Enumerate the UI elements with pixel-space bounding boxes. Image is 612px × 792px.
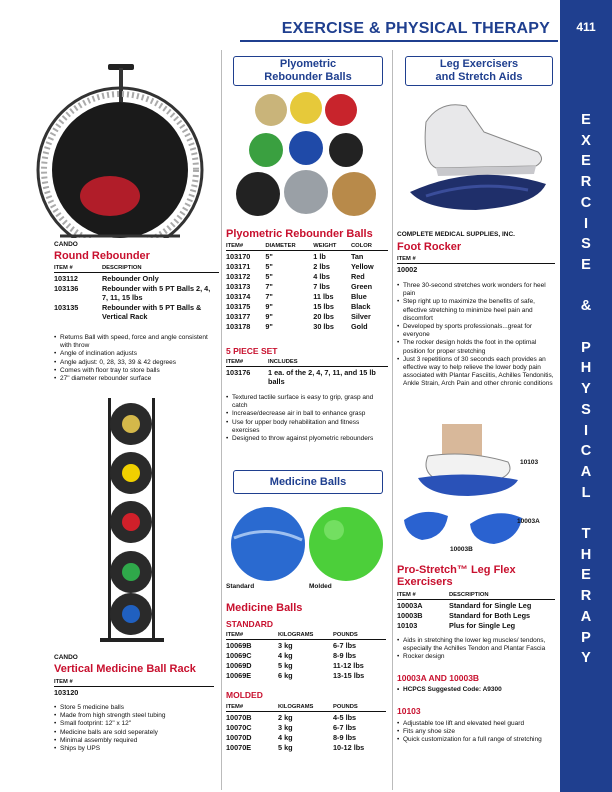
col-header: INCLUDES (268, 359, 388, 367)
diameter: 9" (265, 311, 273, 321)
hcpcs-list (397, 686, 557, 694)
table-row (397, 620, 555, 630)
table-row (226, 367, 388, 387)
label-10003b: 10003B (450, 546, 473, 553)
pounds: 6-7 lbs (333, 722, 357, 732)
table-row (54, 687, 214, 698)
col-header: POUNDS (333, 632, 386, 640)
item-number: 10069E (226, 670, 252, 680)
list-item: • HCPCS Suggested Code: A9300 (397, 686, 557, 694)
table-row (226, 321, 388, 331)
foot-rocker-features (397, 282, 557, 389)
kilograms: 3 kg (278, 722, 293, 732)
item-number: 10069C (226, 650, 252, 660)
col-header: DESCRIPTION (102, 265, 219, 273)
table-row (226, 261, 388, 271)
col-header: DIAMETER (265, 243, 313, 251)
section-header-plyometric: Plyometric Rebounder Balls (233, 56, 383, 86)
item-number: 103170 (226, 251, 251, 261)
product-title-foot-rocker: Foot Rocker (397, 241, 462, 253)
list-item: • Fits any shoe size (397, 728, 557, 736)
caption-molded: Molded (309, 583, 332, 590)
weight: 7 lbs (313, 281, 330, 291)
item-number: 10103 (397, 620, 418, 630)
diameter: 5" (265, 261, 273, 271)
col-header: KILOGRAMS (278, 632, 333, 640)
weight: 2 lbs (313, 261, 330, 271)
col-header: DESCRIPTION (449, 592, 555, 600)
kilograms: 4 kg (278, 650, 293, 660)
color: Black (350, 301, 371, 311)
item-number: 103135 (54, 302, 79, 312)
round-rebounder-features (54, 334, 216, 383)
item-description: Plus for Single Leg (449, 620, 516, 630)
list-item: • Adjustable toe lift and elevated heel guard (397, 720, 557, 728)
table-row (226, 291, 388, 301)
kilograms: 5 kg (278, 742, 293, 752)
diameter: 7" (265, 281, 273, 291)
item-number: 10070B (226, 712, 252, 722)
col-header: ITEM# (226, 359, 268, 367)
table-row (54, 273, 219, 284)
subhead-10103: 10103 (397, 706, 421, 716)
color: Silver (350, 311, 371, 321)
item-number: 103176 (226, 367, 251, 377)
weight: 11 lbs (313, 291, 334, 301)
foot-rocker-image (396, 92, 558, 220)
list-item: • Three 30-second stretches work wonders for heel pain (397, 282, 557, 298)
page-title: EXERCISE & PHYSICAL THERAPY (281, 20, 550, 37)
color: Red (350, 271, 365, 281)
pro-stretch-image (398, 420, 556, 560)
item-number: 103175 (226, 301, 251, 311)
list-item: • Store 5 medicine balls (54, 704, 216, 712)
col-header: ITEM # (54, 265, 102, 273)
table-row (226, 311, 388, 321)
pounds: 13-15 lbs (333, 670, 365, 680)
label-10003a: 10003A (517, 518, 540, 525)
header-rule (240, 40, 558, 42)
item-number: 10069D (226, 660, 252, 670)
col-header: ITEM # (397, 256, 555, 264)
label-10103: 10103 (520, 459, 539, 466)
weight: 4 lbs (313, 271, 330, 281)
set-label: 5 PIECE SET (226, 346, 278, 356)
round-rebounder-image (20, 58, 220, 238)
item-number: 103173 (226, 281, 251, 291)
brand-cando: CANDO (54, 654, 78, 661)
weight: 15 lbs (313, 301, 334, 311)
medicine-standard-table (226, 632, 386, 680)
vertical-rack-image (100, 398, 164, 646)
table-row (226, 670, 386, 680)
item-description: 1 ea. of the 2, 4, 7, 11, and 15 lb balls (268, 367, 376, 386)
item-number: 103178 (226, 321, 251, 331)
diameter: 9" (265, 301, 273, 311)
section-header-leg-exercisers: Leg Exercisers and Stretch Aids (405, 56, 553, 86)
product-title-plyo-balls: Plyometric Rebounder Balls (226, 228, 373, 240)
medicine-balls-image (226, 504, 388, 582)
col-header: ITEM # (54, 679, 214, 687)
pro-stretch-plus-features (397, 720, 557, 745)
pounds: 4-5 lbs (333, 712, 357, 722)
list-item: • Quick customization for a full range of stretching (397, 736, 557, 744)
item-description: Standard for Single Leg (449, 600, 532, 610)
diameter: 9" (265, 321, 273, 331)
list-item: • Made from high strength steel tubing (54, 712, 216, 720)
table-row (226, 732, 386, 742)
col-header: ITEM# (226, 704, 278, 712)
table-row (397, 600, 555, 611)
item-number: 103112 (54, 273, 78, 283)
table-row (54, 283, 219, 302)
col-header: COLOR (351, 243, 388, 251)
diameter: 5" (265, 271, 273, 281)
weight: 1 lb (313, 251, 326, 261)
item-number: 10070D (226, 732, 252, 742)
item-number: 10002 (397, 264, 418, 274)
weight: 20 lbs (313, 311, 334, 321)
table-row (226, 722, 386, 732)
col-header: ITEM# (226, 632, 278, 640)
item-number: 10003B (397, 610, 423, 620)
kilograms: 4 kg (278, 732, 293, 742)
pounds: 11-12 lbs (333, 660, 364, 670)
medicine-molded-table (226, 704, 386, 752)
item-description: Rebounder Only (102, 273, 159, 283)
list-item: • Designed to throw against plyometric rebounders (226, 435, 386, 443)
item-number: 103171 (226, 261, 251, 271)
subhead-10003a-10003b: 10003A AND 10003B (397, 673, 480, 683)
list-item: • Increase/decrease air in ball to enhance grasp (226, 410, 386, 418)
product-title-medicine-balls: Medicine Balls (226, 602, 303, 614)
table-row (397, 610, 555, 620)
plyo-balls-features (226, 394, 386, 443)
weight: 30 lbs (313, 321, 334, 331)
item-number: 103174 (226, 291, 251, 301)
item-number: 10070E (226, 742, 252, 752)
round-rebounder-table (54, 265, 219, 321)
list-item: • Developed by sports professionals...great for everyone (397, 323, 557, 339)
color: Gold (350, 321, 368, 331)
table-row (226, 742, 386, 752)
pounds: 6-7 lbs (333, 640, 357, 650)
list-item: • Angle adjust: 0, 28, 33, 39 & 42 degrees (54, 359, 216, 367)
list-item: • Small footprint: 12" x 12" (54, 720, 216, 728)
color: Tan (350, 251, 364, 261)
item-number: 10003A (397, 600, 423, 610)
color: Green (350, 281, 373, 291)
list-item: • Step right up to maximize the benefits of safe, effective stretching to minimize heel pain and discomfort (397, 298, 557, 323)
caption-standard: Standard (226, 583, 255, 590)
list-item: • Angle of inclination adjusts (54, 350, 216, 358)
list-item: • Minimal assembly required (54, 737, 216, 745)
list-item: • Aids in stretching the lower leg muscles/ tendons, especially the Achilles Tendon and Plantar Fascia (397, 637, 557, 653)
kilograms: 6 kg (278, 670, 293, 680)
col-header: ITEM# (226, 243, 265, 251)
table-row (54, 302, 219, 321)
diameter: 5" (265, 251, 273, 261)
column-divider (221, 50, 222, 790)
foot-rocker-table (397, 256, 555, 274)
side-tab-text: E X E R C I S E & P H Y S I C A L T H E R A P Y (580, 112, 592, 667)
col-header: WEIGHT (313, 243, 351, 251)
list-item: • Ships by UPS (54, 745, 216, 753)
page-number: 411 (576, 20, 596, 34)
list-item: • Use for upper body rehabilitation and fitness exercises (226, 419, 386, 435)
pro-stretch-table (397, 592, 555, 630)
table-row (226, 251, 388, 262)
diameter: 7" (265, 291, 273, 301)
table-row (226, 281, 388, 291)
col-header: KILOGRAMS (278, 704, 333, 712)
item-description: Standard for Both Legs (449, 610, 531, 620)
pro-stretch-features (397, 637, 557, 662)
table-row (226, 640, 386, 651)
plyometric-balls-image (226, 92, 388, 220)
table-row (226, 660, 386, 670)
product-title-round-rebounder: Round Rebounder (54, 250, 150, 262)
product-title-pro-stretch: Pro-Stretch™ Leg Flex Exercisers (397, 564, 516, 588)
product-title-vertical-rack: Vertical Medicine Ball Rack (54, 663, 196, 675)
list-item: • Returns Ball with speed, force and angle consistent with throw (54, 334, 216, 350)
table-row (226, 271, 388, 281)
standard-label: STANDARD (226, 619, 274, 629)
item-number: 10070C (226, 722, 252, 732)
molded-label: MOLDED (226, 690, 263, 700)
plyo-set-table (226, 359, 388, 386)
col-header: POUNDS (333, 704, 386, 712)
pounds: 10-12 lbs (333, 742, 365, 752)
brand-complete-medical: COMPLETE MEDICAL SUPPLIES, INC. (397, 231, 515, 238)
section-header-medicine-balls: Medicine Balls (233, 470, 383, 494)
item-description: Rebounder with 5 PT Balls & Vertical Rack (102, 302, 202, 321)
list-item: • The rocker design holds the foot in the optimal position for proper stretching (397, 339, 557, 355)
item-number: 103177 (226, 311, 251, 321)
color: Blue (350, 291, 367, 301)
kilograms: 2 kg (278, 712, 293, 722)
brand-cando: CANDO (54, 241, 78, 248)
list-item: • Comes with floor tray to store balls (54, 367, 216, 375)
plyo-balls-table (226, 243, 388, 331)
col-header: ITEM # (397, 592, 449, 600)
item-description: Rebounder with 5 PT Balls 2, 4, 7, 11, 15 lbs (102, 283, 211, 302)
list-item: • Just 3 repetitions of 30 seconds each provides an effective way to help relieve the lower body pain associated with Plantar Fasciitis, Achilles Tendonitis, Ankle Strain, Arch Pain and other chronic conditions (397, 356, 557, 389)
column-divider (392, 50, 393, 790)
table-row (397, 264, 555, 275)
table-row (226, 301, 388, 311)
item-number: 103172 (226, 271, 251, 281)
vertical-rack-features (54, 704, 216, 753)
pounds: 8-9 lbs (333, 732, 357, 742)
vertical-rack-table (54, 679, 214, 697)
pounds: 8-9 lbs (333, 650, 357, 660)
kilograms: 5 kg (278, 660, 293, 670)
list-item: • Medicine balls are sold seperately (54, 729, 216, 737)
list-item: • 27" diameter rebounder surface (54, 375, 216, 383)
list-item: • Rocker design (397, 653, 557, 661)
color: Yellow (350, 261, 374, 271)
item-number: 10069B (226, 640, 252, 650)
table-row (226, 712, 386, 723)
item-number: 103120 (54, 687, 79, 697)
kilograms: 3 kg (278, 640, 293, 650)
table-row (226, 650, 386, 660)
list-item: • Textured tactile surface is easy to grip, grasp and catch (226, 394, 386, 410)
item-number: 103136 (54, 283, 79, 293)
